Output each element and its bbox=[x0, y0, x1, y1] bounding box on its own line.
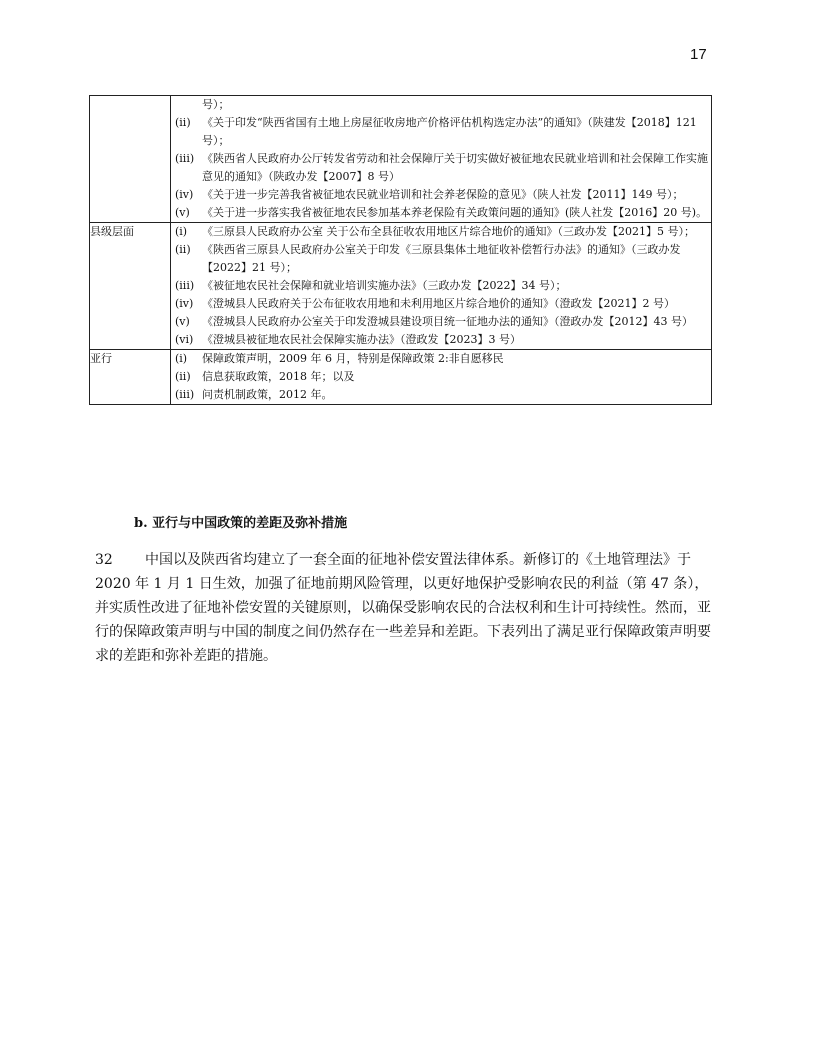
item-number: (ii) bbox=[175, 243, 191, 256]
list-item bbox=[171, 350, 711, 368]
paragraph-number: 32 bbox=[95, 552, 113, 568]
item-number: (i) bbox=[175, 352, 188, 365]
item-text: 《关于印发“陕西省国有土地上房屋征收房地产价格评估机构选定办法”的通知》（陕建发【2018】121 号）； bbox=[202, 116, 697, 147]
continuation-text: 号）； bbox=[202, 98, 230, 111]
list-item bbox=[171, 331, 711, 349]
item-text: 《陕西省人民政府办公厅转发省劳动和社会保障厅关于切实做好被征地农民就业培训和社会保障工作实施意见的通知》（陕政办发【2007】8 号） bbox=[202, 152, 708, 183]
item-number: (iii) bbox=[175, 152, 195, 165]
list-item bbox=[171, 114, 711, 150]
paragraph-text: 中国以及陕西省均建立了一套全面的征地补偿安置法律体系。新修订的《土地管理法》于 2020 年 1 月 1 日生效，加强了征地前期风险管理，以更好地保护受影响农民的利益（第 47 条），并实质性改进了征地补偿安置的关键原则，以确保受影响农民的合法权利和生计可持续性。然而，亚行的保障政策声明与中国的制度之间仍然存在一些差异和差距。下表列出了满足亚行保障政策声明要求的差距和弥补差距的措施。 bbox=[95, 552, 711, 664]
list-item bbox=[171, 223, 711, 241]
table-row bbox=[90, 350, 712, 405]
item-text: 信息获取政策，2018 年；以及 bbox=[202, 370, 355, 383]
items-cell bbox=[171, 350, 712, 405]
item-text: 《三原县人民政府办公室 关于公布全县征收农用地区片综合地价的通知》（三政办发【2021】5 号）； bbox=[202, 225, 695, 238]
level-cell bbox=[90, 96, 171, 223]
item-text: 《陕西省三原县人民政府办公室关于印发《三原县集体土地征收补偿暂行办法》的通知》（三政办发【2022】21 号）； bbox=[202, 243, 681, 274]
policy-table bbox=[89, 95, 712, 405]
body-paragraph bbox=[95, 548, 721, 668]
item-number: (vi) bbox=[175, 333, 194, 346]
item-text: 问责机制政策，2012 年。 bbox=[202, 388, 333, 401]
item-text: 《澄城县人民政府办公室关于印发澄城县建设项目统一征地办法的通知》（澄政办发【2012】43 号） bbox=[202, 315, 693, 328]
item-text: 《澄城县人民政府关于公布征收农用地和未利用地区片综合地价的通知》（澄政发【2021】2 号） bbox=[202, 297, 675, 310]
item-text: 保障政策声明，2009 年 6 月，特别是保障政策 2:非自愿移民 bbox=[202, 352, 504, 365]
item-number: (iii) bbox=[175, 279, 195, 292]
list-item bbox=[171, 277, 711, 295]
table-row bbox=[90, 223, 712, 350]
item-number: (i) bbox=[175, 225, 188, 238]
item-text: 《被征地农民社会保障和就业培训实施办法》（三政办发【2022】34 号）； bbox=[202, 279, 567, 292]
list-item bbox=[171, 295, 711, 313]
item-number: (v) bbox=[175, 206, 190, 219]
item-text: 《关于进一步完善我省被征地农民就业培训和社会养老保险的意见》（陕人社发【2011】149 号）； bbox=[202, 188, 684, 201]
item-text: 《关于进一步落实我省被征地农民参加基本养老保险有关政策问题的通知》(陕人社发【2016】20 号)。 bbox=[202, 206, 708, 219]
item-number: (iii) bbox=[175, 388, 195, 401]
list-item bbox=[171, 386, 711, 404]
list-item bbox=[171, 150, 711, 186]
page-number: 17 bbox=[690, 46, 707, 63]
item-number: (ii) bbox=[175, 116, 191, 129]
list-item bbox=[171, 186, 711, 204]
items-cell bbox=[171, 223, 712, 350]
level-cell: 县级层面 bbox=[90, 223, 171, 350]
items-cell bbox=[171, 96, 712, 223]
item-number: (iv) bbox=[175, 188, 194, 201]
section-subheading: b. 亚行与中国政策的差距及弥补措施 bbox=[134, 516, 348, 531]
level-cell: 亚行 bbox=[90, 350, 171, 405]
list-item bbox=[171, 368, 711, 386]
item-number: (v) bbox=[175, 315, 190, 328]
item-number: (ii) bbox=[175, 370, 191, 383]
item-text: 《澄城县被征地农民社会保障实施办法》（澄政发【2023】3 号） bbox=[202, 333, 521, 346]
item-number: (iv) bbox=[175, 297, 194, 310]
list-item bbox=[171, 241, 711, 277]
list-item bbox=[171, 204, 711, 222]
list-item bbox=[171, 313, 711, 331]
table-row bbox=[90, 96, 712, 223]
